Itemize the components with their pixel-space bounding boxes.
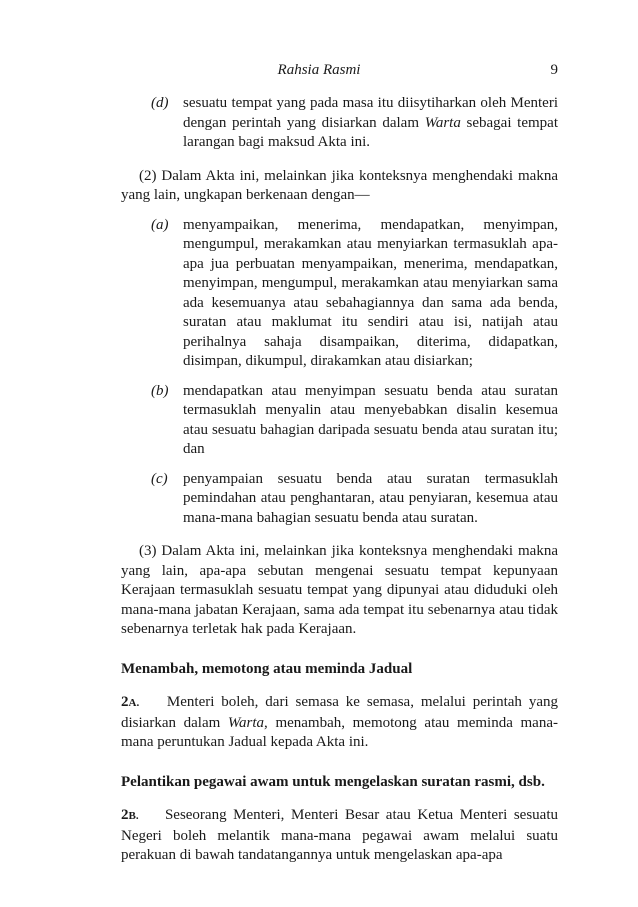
- section-number: 2: [121, 694, 129, 710]
- section-heading-2a: Menambah, memotong atau meminda Jadual: [121, 660, 413, 677]
- item-label: (b): [151, 382, 169, 399]
- paragraph-item-b: [117, 382, 558, 460]
- section-number: 2: [121, 807, 129, 823]
- section-heading-2b: Pelantikan pegawai awam untuk mengelaskan suratan rasmi, dsb.: [121, 773, 545, 790]
- item-text: menyampaikan, menerima, mendapatkan, menyimpan, mengumpul, merakamkan atau menyiarkan termasuklah apa-apa jua perbuatan menyampaikan, menerima, mendapatkan, menyimpan, mengumpul, merakamkan atau menyiarkan sama ada kesemuanya atau sebahagiannya dan sama ada benda, suratan atau maklumat itu sendiri atau isi, natijah atau perihalnya sahaja disampaikan, diterima, didapatkan, disimpan, dikumpul, dirakamkan atau disiarkan;: [183, 216, 558, 369]
- running-title: Rahsia Rasmi: [277, 62, 361, 78]
- section-text: Seseorang Menteri, Menteri Besar atau Ketua Menteri sesuatu Negeri boleh melantik mana-mana pegawai awam melalui suatu perakuan di bawah tandatangannya untuk mengelaskan apa-apa: [121, 807, 558, 863]
- section-text: Menteri boleh, dari semasa ke semasa, melalui perintah yang disiarkan dalam: [121, 694, 558, 731]
- section-suffix: B.: [128, 810, 139, 822]
- paragraph-item-d: [117, 94, 558, 153]
- page-number: 9: [550, 62, 558, 78]
- item-text: penyampaian sesuatu benda atau suratan termasuklah pemindahan atau penghantaran, atau penyiaran, kesemua atau mana-mana bahagian sesuatu benda atau suratan.: [183, 470, 558, 526]
- section-text-end: , menambah, memotong atau meminda mana-mana peruntukan Jadual kepada Akta ini.: [121, 714, 558, 750]
- paragraph-item-a: [117, 216, 558, 372]
- item-text: sesuatu tempat yang pada masa itu diisytiharkan oleh Menteri dengan perintah yang disiarkan dalam: [183, 95, 558, 131]
- section-suffix: A.: [128, 697, 140, 709]
- item-label: (a): [151, 216, 169, 233]
- section-2a-text: [121, 693, 558, 753]
- section-italic-warta: Warta: [227, 714, 265, 731]
- item-italic-warta: Warta: [424, 114, 461, 131]
- subsection-2-intro: (2) Dalam Akta ini, melainkan jika konteksnya menghendaki makna yang lain, ungkapan berkenaan dengan—: [121, 167, 558, 203]
- page-body: [121, 94, 558, 866]
- paragraph-item-c: [117, 470, 558, 529]
- item-label: (d): [151, 95, 169, 111]
- page-header: [0, 62, 638, 86]
- item-label: (c): [151, 470, 168, 487]
- section-2b-text: [121, 806, 558, 866]
- item-text-end: sebagai tempat larangan bagi maksud Akta ini.: [183, 114, 558, 150]
- subsection-3: (3) Dalam Akta ini, melainkan jika konteksnya menghendaki makna yang lain, apa-apa sebutan mengenai sesuatu tempat kepunyaan Kerajaan termasuklah sesuatu tempat yang dipunyai atau diduduki oleh mana-mana jabatan Kerajaan, sama ada tempat itu sebenarnya atau tidak sebenarnya terletak hak pada Kerajaan.: [121, 543, 558, 637]
- item-text: mendapatkan atau menyimpan sesuatu benda atau suratan termasuklah menyalin atau menyebabkan disalin kesemua atau sesuatu bahagian daripada sesuatu benda atau suratan itu; dan: [183, 382, 558, 457]
